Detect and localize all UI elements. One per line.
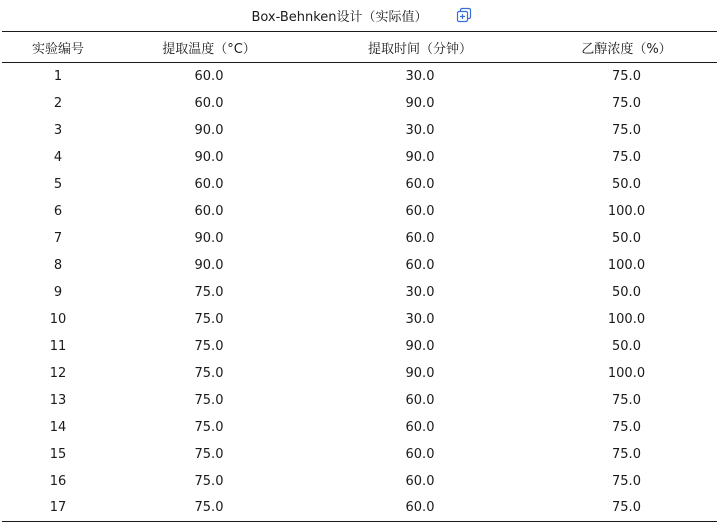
cell-time: 60.0 bbox=[405, 230, 435, 246]
cell-time: 60.0 bbox=[405, 257, 435, 273]
cell-time: 90.0 bbox=[405, 149, 435, 165]
table-title: Box-Behnken设计（实际值） bbox=[251, 9, 428, 25]
cell-run-number: 13 bbox=[49, 392, 67, 408]
cell-ethanol: 75.0 bbox=[612, 122, 641, 138]
cell-run-number: 3 bbox=[53, 122, 63, 138]
header-run-number: 实验编号 bbox=[2, 32, 114, 63]
table-row bbox=[2, 63, 717, 90]
cell-temperature: 75.0 bbox=[194, 338, 224, 354]
cell-run-number: 14 bbox=[49, 419, 67, 435]
cell-ethanol: 75.0 bbox=[612, 149, 641, 165]
cell-ethanol: 75.0 bbox=[612, 68, 641, 84]
cell-time: 60.0 bbox=[304, 495, 536, 522]
table-row bbox=[2, 441, 717, 468]
cell-run-number: 5 bbox=[53, 176, 63, 192]
cell-run-number: 9 bbox=[53, 284, 63, 300]
cell-run-number: 17 bbox=[2, 495, 114, 522]
table-header-row bbox=[2, 32, 717, 63]
cell-time: 60.0 bbox=[405, 446, 435, 462]
cell-time: 30.0 bbox=[405, 68, 435, 84]
cell-ethanol: 75.0 bbox=[612, 392, 641, 408]
cell-run-number: 16 bbox=[49, 473, 67, 489]
table-row bbox=[2, 414, 717, 441]
cell-run-number: 10 bbox=[49, 311, 67, 327]
cell-ethanol: 50.0 bbox=[612, 176, 641, 192]
table-row bbox=[2, 468, 717, 495]
cell-temperature: 75.0 bbox=[114, 495, 304, 522]
cell-time: 30.0 bbox=[405, 284, 435, 300]
cell-temperature: 75.0 bbox=[194, 419, 224, 435]
cell-temperature: 75.0 bbox=[194, 311, 224, 327]
table-title-bar bbox=[0, 0, 719, 30]
cell-temperature: 75.0 bbox=[194, 446, 224, 462]
cell-ethanol: 100.0 bbox=[607, 365, 646, 381]
table-row bbox=[2, 387, 717, 414]
cell-temperature: 75.0 bbox=[194, 392, 224, 408]
cell-ethanol: 100.0 bbox=[607, 203, 646, 219]
cell-temperature: 75.0 bbox=[194, 284, 224, 300]
cell-temperature: 75.0 bbox=[194, 365, 224, 381]
table-row bbox=[2, 333, 717, 360]
cell-time: 60.0 bbox=[405, 419, 435, 435]
cell-run-number: 11 bbox=[49, 338, 67, 354]
cell-temperature: 75.0 bbox=[194, 473, 224, 489]
table-row bbox=[2, 306, 717, 333]
cell-run-number: 15 bbox=[49, 446, 67, 462]
cell-temperature: 90.0 bbox=[194, 149, 224, 165]
copy-icon[interactable] bbox=[456, 7, 472, 23]
table-row bbox=[2, 225, 717, 252]
cell-time: 90.0 bbox=[405, 365, 435, 381]
cell-run-number: 7 bbox=[53, 230, 63, 246]
cell-ethanol: 50.0 bbox=[612, 284, 641, 300]
cell-time: 60.0 bbox=[405, 203, 435, 219]
cell-time: 60.0 bbox=[405, 473, 435, 489]
table-row bbox=[2, 495, 717, 522]
table-row bbox=[2, 360, 717, 387]
cell-time: 90.0 bbox=[405, 338, 435, 354]
table-body bbox=[2, 63, 717, 522]
cell-run-number: 12 bbox=[49, 365, 67, 381]
table-row bbox=[2, 117, 717, 144]
cell-ethanol: 100.0 bbox=[607, 257, 646, 273]
cell-run-number: 8 bbox=[53, 257, 63, 273]
cell-run-number: 1 bbox=[53, 68, 63, 84]
table-row bbox=[2, 144, 717, 171]
cell-time: 90.0 bbox=[405, 95, 435, 111]
table-row bbox=[2, 252, 717, 279]
cell-ethanol: 75.0 bbox=[536, 495, 717, 522]
cell-time: 30.0 bbox=[405, 122, 435, 138]
cell-temperature: 90.0 bbox=[194, 257, 224, 273]
header-extraction-temperature: 提取温度（°C） bbox=[114, 32, 304, 63]
header-extraction-time: 提取时间（分钟） bbox=[304, 32, 536, 63]
cell-temperature: 90.0 bbox=[194, 230, 224, 246]
table-row bbox=[2, 279, 717, 306]
cell-time: 60.0 bbox=[405, 176, 435, 192]
table-row bbox=[2, 171, 717, 198]
cell-run-number: 2 bbox=[53, 95, 63, 111]
cell-run-number: 4 bbox=[53, 149, 63, 165]
header-ethanol-concentration: 乙醇浓度（%） bbox=[536, 32, 717, 63]
cell-temperature: 60.0 bbox=[194, 68, 224, 84]
cell-ethanol: 50.0 bbox=[612, 230, 641, 246]
cell-temperature: 60.0 bbox=[194, 203, 224, 219]
cell-ethanol: 75.0 bbox=[612, 95, 641, 111]
cell-time: 30.0 bbox=[405, 311, 435, 327]
cell-ethanol: 100.0 bbox=[607, 311, 646, 327]
cell-time: 60.0 bbox=[405, 392, 435, 408]
cell-ethanol: 75.0 bbox=[612, 473, 641, 489]
cell-temperature: 60.0 bbox=[194, 176, 224, 192]
table-row bbox=[2, 90, 717, 117]
cell-ethanol: 75.0 bbox=[612, 446, 641, 462]
cell-ethanol: 50.0 bbox=[612, 338, 641, 354]
table-row bbox=[2, 198, 717, 225]
cell-ethanol: 75.0 bbox=[612, 419, 641, 435]
cell-temperature: 60.0 bbox=[194, 95, 224, 111]
cell-run-number: 6 bbox=[53, 203, 63, 219]
box-behnken-table bbox=[2, 31, 717, 522]
cell-temperature: 90.0 bbox=[194, 122, 224, 138]
